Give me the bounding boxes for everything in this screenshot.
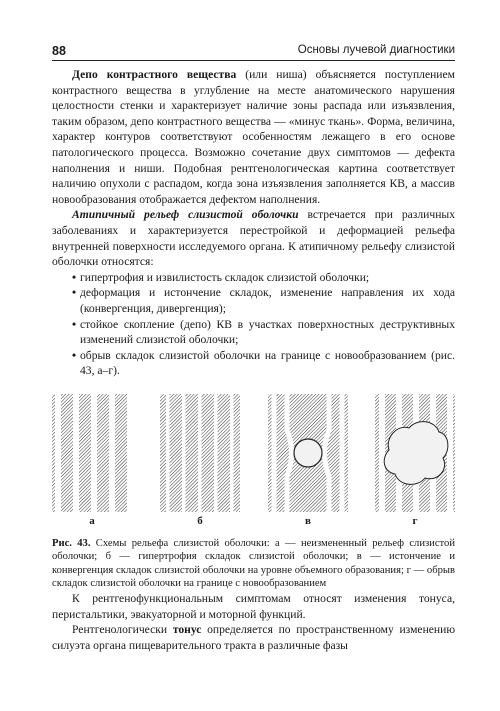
paragraph-tonus-before: Рентгенологически (72, 623, 173, 637)
relief-scheme-hypertrophy (160, 394, 240, 512)
caption-label: Рис. 43. (52, 538, 91, 549)
figure-panel-b (160, 394, 240, 527)
relief-scheme-fold-break (375, 394, 455, 512)
figure-43 (52, 394, 455, 534)
paragraph-tonus-after: определяется по пространственному изменению силуэта органа пищеварительного тракта в различные фазы (52, 623, 455, 652)
paragraph-functional-symptoms: К рентгенофункциональным симптомам относят изменения тонуса, перистальтики, эвакуаторной и моторной функций. (52, 592, 455, 621)
figure-label-v: в (305, 515, 311, 527)
figure-panel-a (52, 394, 132, 527)
figure-label-b: б (197, 515, 203, 527)
figure-label-a: а (89, 515, 95, 527)
paragraph-contrast-depot (52, 67, 455, 207)
caption-text: Схемы рельефа слизистой оболочки: а — неизмененный рельеф слизистой оболочки; б — гипертрофия складок слизистой оболочки; в — истончение и конвергенция складок слизистой оболочки на уровне объемного образования; г — обрыв складок слизистой оболочки на границе с новообразованием (52, 538, 456, 590)
term-contrast-depot: Депо контрастного вещества (72, 68, 237, 81)
relief-scheme-convergence (268, 394, 348, 512)
figure-panel-g (375, 394, 455, 527)
bullet-list (52, 270, 455, 379)
paragraph-contrast-depot-text: (или ниша) объясняется поступлением контрастного вещества в углубление на месте анатомического нарушения целостности стенки и характеризует наличие зоны распада или изъязвления, таким образом, депо контрастного вещества — «минус ткань». Форма, величина, характер контуров соответствуют особенностям лежащего в его основе патологического процесса. Возможно сочетание двух симптомов — дефекта наполнения и ниши. Подобная рентгенологическая картина соответствует наличию опухоли с распадом, когда зона изъязвления заполняется КВ, а массив новообразования отображается дефектом наполнения. (52, 68, 455, 206)
list-item: • стойкое скопление (депо) КВ в участках поверхностных деструктивных изменений слизистой оболочки; (52, 317, 455, 348)
figure-panel-v (268, 394, 348, 527)
paragraph-tonus (52, 622, 455, 653)
list-item: • деформация и истончение складок, изменение направления их хода (конвергенция, дивергенция); (52, 285, 455, 316)
figure-caption (52, 537, 455, 591)
list-item: • обрыв складок слизистой оболочки на границе с новообразованием (рис. 43, а–г). (52, 348, 455, 379)
figure-label-g: г (412, 515, 418, 527)
running-header (52, 44, 455, 61)
term-tonus: тонус (172, 623, 202, 637)
running-title: Основы лучевой диагностики (297, 44, 455, 56)
page-number: 88 (52, 44, 66, 58)
body-text-bottom (52, 591, 455, 653)
term-atypical-relief: Атипичный рельеф слизистой оболочки (72, 208, 299, 222)
body-text-top (52, 67, 455, 379)
relief-scheme-normal (52, 394, 132, 512)
list-item: • гипертрофия и извилистость складок слизистой оболочки; (52, 270, 455, 286)
paragraph-atypical-relief (52, 207, 455, 269)
paragraph-atypical-relief-text: встречается при различных заболеваниях и характеризуется перестройкой и деформацией рельефа внутренней поверхности исследуемого органа. К атипичному рельефу слизистой оболочки относятся: (52, 208, 455, 269)
